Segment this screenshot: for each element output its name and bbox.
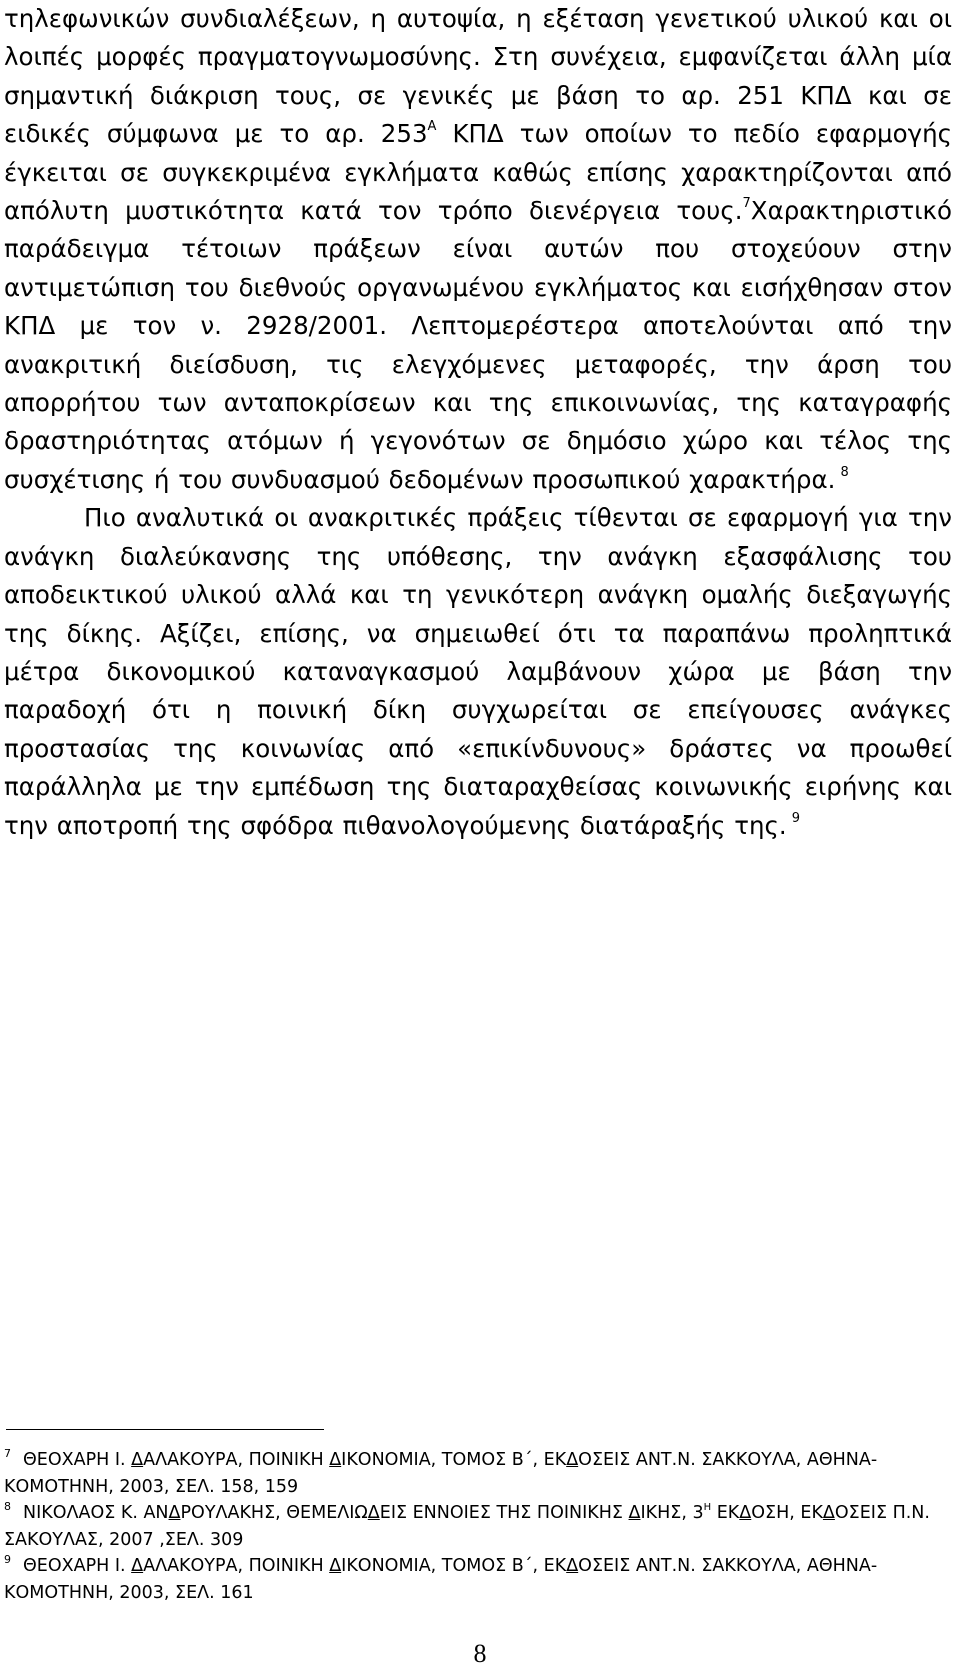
body-text xyxy=(4,0,952,845)
footnote-text: ΘΕΟΧΑΡΗ Ι. xyxy=(23,1450,132,1470)
footnote-number: 9 xyxy=(4,1553,11,1567)
paragraph-1-text-b: ΚΠΔ των οποίων το πεδίο εφαρμογής έγκειται σε συγκεκριμένα εγκλήματα καθώς επίσης χαρακτηρίζονται από απόλυτη μυστικότητα κατά τον τρόπο διενέργεια τους. xyxy=(4,119,952,226)
footnote-underlined-letter: Δ xyxy=(329,1450,342,1470)
footnote-number: 7 xyxy=(4,1447,11,1460)
footnote-text: ΟΣΕΙΣ ΑΝΤ.Ν. ΣΑΚΚΟΥΛΑ, ΑΘΗΝΑ-ΚΟΜΟΤΗΝΗ, 2003, ΣΕΛ. 161 xyxy=(4,1556,878,1603)
footnote-text: ΝΙΚΟΛΑΟΣ Κ. ΑΝ xyxy=(23,1503,169,1524)
footnote-underlined-letter: Δ xyxy=(329,1556,342,1577)
footnote-text: ΟΣΗ, ΕΚ xyxy=(751,1503,823,1524)
footnote-underlined-letter: Δ xyxy=(131,1556,144,1577)
article-superscript: Α xyxy=(427,119,437,135)
footnote-text: ΡΟΥΛΑΚΗΣ, ΘΕΜΕΛΙΩ xyxy=(180,1503,368,1524)
page-number: 8 xyxy=(473,1639,487,1668)
paragraph-1-text-c: Χαρακτηριστικό παράδειγμα τέτοιων πράξεων είναι αυτών που στοχεύουν στην αντιμετώπιση του διεθνούς οργανωμένου εγκλήματος και εισήχθησαν στον ΚΠΔ με τον ν. 2928/2001. Λεπτομερέστερα αποτελούνται από την ανακριτική διείσδυση, τις ελεγχόμενες μεταφορές, την άρση του απορρήτου των ανταποκρίσεων και της επικοινωνίας, της καταγραφής δραστηριότητας ατόμων ή γεγονότων σε δημόσιο χώρο και τέλος της συσχέτισης ή του συνδυασμού δεδομένων προσωπικού χαρακτήρα. xyxy=(4,196,952,494)
footnote-underlined-letter: Δ xyxy=(628,1503,641,1524)
paragraph-2 xyxy=(4,499,952,845)
footnote-text: ΟΣΕΙΣ ΑΝΤ.Ν. ΣΑΚΚΟΥΛΑ, ΑΘΗΝΑ-ΚΟΜΟΤΗΝΗ, 2003, ΣΕΛ. 158, 159 xyxy=(4,1450,878,1497)
footnote-underlined-letter: Δ xyxy=(566,1556,579,1577)
edition-superscript: Η xyxy=(703,1502,712,1514)
footnote-text: ΘΕΟΧΑΡΗ Ι. xyxy=(23,1556,132,1577)
footnote-text: ΑΛΑΚΟΥΡΑ, ΠΟΙΝΙΚΗ xyxy=(143,1450,330,1470)
footnote-text: ΟΣΕΙΣ Π.Ν. ΣΑΚΟΥΛΑΣ, 2007 ,ΣΕΛ. 309 xyxy=(4,1503,930,1550)
footnote-underlined-letter: Δ xyxy=(367,1503,380,1524)
footnote-7 xyxy=(4,1447,952,1500)
footnote-text: ΕΙΣ ΕΝΝΟΙΕΣ ΤΗΣ ΠΟΙΝΙΚΗΣ xyxy=(379,1503,629,1524)
footnote-text: ΙΚΗΣ, 3 xyxy=(640,1503,704,1524)
footnote-ref-9[interactable]: 9 xyxy=(786,810,801,826)
paragraph-1 xyxy=(4,0,952,499)
paragraph-2-text: Πιο αναλυτικά οι ανακριτικές πράξεις τίθενται σε εφαρμογή για την ανάγκη διαλεύκανσης της υπόθεσης, την ανάγκη εξασφάλισης του αποδεικτικού υλικού αλλά και τη γενικότερη ανάγκη ομαλής διεξαγωγής της δίκης. Αξίζει, επίσης, να σημειωθεί ότι τα παραπάνω προληπτικά μέτρα δικονομικού καταναγκασμού λαμβάνουν χώρα με βάση την παραδοχή ότι η ποινική δίκη συγχωρείται σε επείγουσες ανάγκες προστασίας της κοινωνίας από «επικίνδυνους» δράστες να προωθεί παράλληλα με την εμπέδωση της διαταραχθείσας κοινωνικής ειρήνης και την αποτροπή της σφόδρα πιθανολογούμενης διατάραξής της. xyxy=(4,503,952,840)
footnote-underlined-letter: Δ xyxy=(168,1503,181,1524)
footnote-underlined-letter: Δ xyxy=(131,1450,144,1470)
footnote-separator xyxy=(6,1429,324,1430)
footnote-number: 8 xyxy=(4,1500,11,1514)
footnote-underlined-letter: Δ xyxy=(566,1450,579,1470)
footnote-text: ΙΚΟΝΟΜΙΑ, ΤΟΜΟΣ Β΄, ΕΚ xyxy=(341,1556,567,1577)
footnote-text: ΙΚΟΝΟΜΙΑ, ΤΟΜΟΣ Β΄, ΕΚ xyxy=(341,1450,567,1470)
footnote-text: ΑΛΑΚΟΥΡΑ, ΠΟΙΝΙΚΗ xyxy=(143,1556,330,1577)
footnote-underlined-letter: Δ xyxy=(822,1503,835,1524)
footnote-8 xyxy=(4,1500,952,1553)
paragraph-1-text-a: τηλεφωνικών συνδιαλέξεων, η αυτοψία, η εξέταση γενετικού υλικού και οι λοιπές μορφές πραγματογνωμοσύνης. Στη συνέχεια, εμφανίζεται άλλη μία σημαντική διάκριση τους, σε γενικές με βάση το αρ. 251 ΚΠΔ και σε ειδικές σύμφωνα με το αρ. 253 xyxy=(4,4,952,149)
footnotes xyxy=(4,1447,952,1607)
footnote-9 xyxy=(4,1553,952,1606)
footnote-ref-7[interactable]: 7 xyxy=(742,196,751,212)
footnote-text: ΕΚ xyxy=(711,1503,740,1524)
footnote-underlined-letter: Δ xyxy=(739,1503,752,1524)
footnote-ref-8[interactable]: 8 xyxy=(835,464,849,480)
